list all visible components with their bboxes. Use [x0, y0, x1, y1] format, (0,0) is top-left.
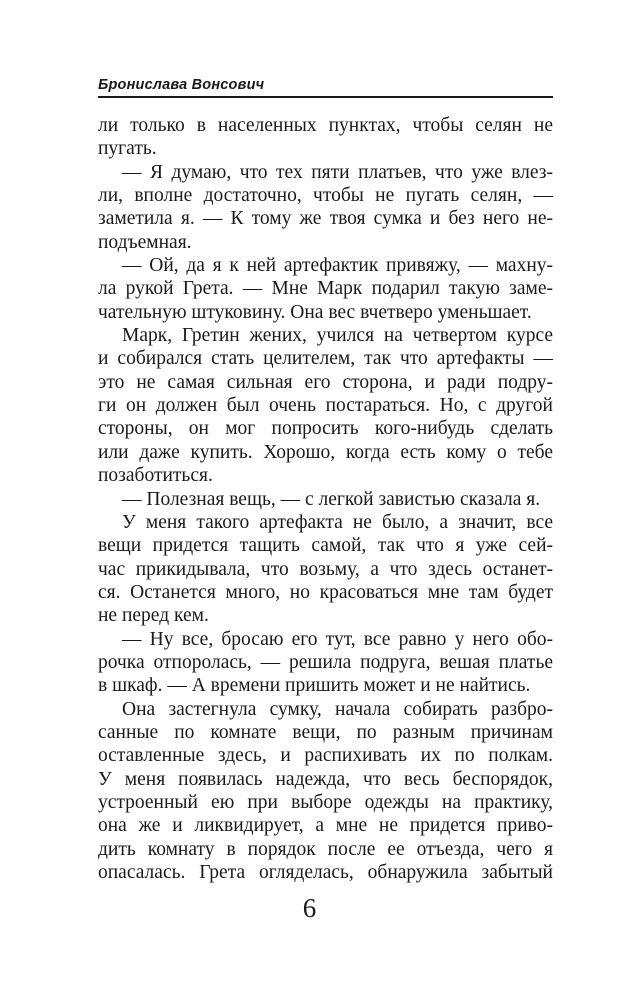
- text-line: вещи придется тащить самой, так что я уже сей-: [98, 535, 553, 557]
- text-line: — Ой, да я к ней артефактик привяжу, — махну-: [122, 255, 553, 277]
- text-line: заметила я. — К тому же твоя сумка и без него не-: [98, 208, 553, 230]
- text-line: — Ну все, бросаю его тут, все равно у него обо-: [122, 628, 553, 650]
- text-line: санные по комнате вещи, по разным причинам: [98, 721, 553, 743]
- text-line: или даже купить. Хорошо, когда есть кому о тебе: [98, 441, 553, 463]
- text-line: подъемная.: [98, 231, 192, 253]
- text-line: — Полезная вещь, — с легкой завистью сказала я.: [122, 488, 541, 510]
- text-line: пугать.: [98, 138, 157, 160]
- page-number: 6: [302, 893, 317, 923]
- text-line: чательную штуковину. Она вес вчетверо уменьшает.: [98, 301, 532, 323]
- text-line: У меня появилась надежда, что весь беспорядок,: [98, 768, 553, 790]
- header-author-name: Бронислава Вонсович: [98, 77, 265, 93]
- text-line: она же и ликвидирует, а мне не придется приво-: [98, 815, 553, 837]
- text-line: ли только в населенных пунктах, чтобы селян не: [98, 115, 553, 136]
- text-line: опасалась. Грета огляделась, обнаружила забытый: [98, 862, 553, 883]
- text-line: стороны, он мог попросить кого-нибудь сделать: [98, 418, 553, 440]
- text-line: ли, вполне достаточно, чтобы не пугать селян, —: [98, 185, 553, 207]
- text-line: Марк, Гретин жених, учился на четвертом курсе: [122, 325, 553, 347]
- text-line: оставленные здесь, и распихивать их по полкам.: [98, 745, 553, 767]
- text-line: позаботиться.: [98, 465, 213, 487]
- text-line: ся. Останется много, но красоваться мне там будет: [98, 581, 553, 603]
- body-text: [98, 114, 553, 884]
- text-line: это не самая сильная его сторона, и ради подру-: [98, 371, 553, 393]
- text-line: рочка отпоролась, — решила подруга, вешая платье: [98, 651, 553, 673]
- text-line: дить комнату в порядок после ее отъезда, чего я: [98, 838, 553, 860]
- text-line: — Я думаю, что тех пяти платьев, что уже влез-: [122, 161, 553, 183]
- running-header: [98, 70, 553, 98]
- text-line: устроенный ею при выборе одежды на практику,: [98, 791, 553, 813]
- text-line: и собирался стать целителем, так что артефакты —: [98, 348, 553, 370]
- text-line: час прикидывала, что возьму, а что здесь останет-: [98, 558, 553, 580]
- text-line: Она застегнула сумку, начала собирать разбро-: [122, 698, 553, 720]
- text-line: в шкаф. — А времени пришить может и не найтись.: [98, 675, 531, 697]
- text-line: У меня такого артефакта не было, а значит, все: [122, 511, 553, 533]
- text-line: не перед кем.: [98, 605, 209, 627]
- text-line: ла рукой Грета. — Мне Марк подарил такую заме-: [98, 278, 553, 300]
- text-line: ги он должен был очень постараться. Но, с другой: [98, 395, 553, 417]
